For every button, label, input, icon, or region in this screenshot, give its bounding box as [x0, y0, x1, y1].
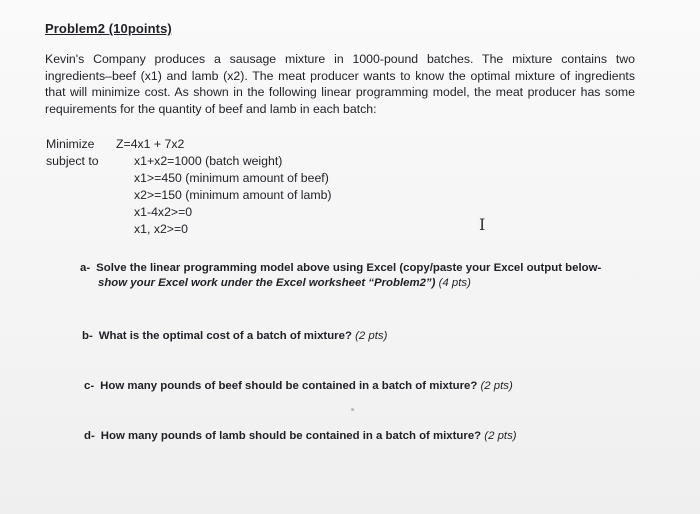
problem-intro: [45, 51, 635, 117]
minimize-label: Minimize: [46, 137, 95, 151]
question-c-marker: c-: [84, 380, 95, 392]
text-cursor-icon: I: [479, 215, 486, 234]
question-a-marker: a-: [80, 262, 91, 274]
question-a-line2: show your Excel work under the Excel worksheet “Problem2”): [98, 277, 436, 289]
question-c: [84, 380, 513, 392]
objective-function: Z=4x1 + 7x2: [116, 137, 185, 151]
question-b-text: What is the optimal cost of a batch of mixture?: [98, 330, 352, 342]
stray-dot: [351, 408, 354, 411]
constraint-ratio: x1-4x2>=0: [134, 205, 193, 219]
constraint-min-beef: x1>=450 (minimum amount of beef): [134, 171, 329, 185]
constraint-min-lamb: x2>=150 (minimum amount of lamb): [134, 188, 332, 202]
subject-to-label: subject to: [46, 154, 99, 168]
question-d-points: (2 pts): [484, 430, 517, 442]
question-c-text: How many pounds of beef should be contained in a batch of mixture?: [100, 380, 478, 392]
question-b-points: (2 pts): [355, 330, 388, 342]
question-a-continuation: [98, 277, 471, 289]
question-b: [82, 330, 387, 342]
constraint-batch-weight: x1+x2=1000 (batch weight): [134, 154, 283, 168]
problem-title: Problem2 (10points): [45, 21, 172, 36]
question-d: [84, 430, 517, 442]
intro-paragraph: Kevin's Company produces a sausage mixture in 1000-pound batches. The mixture contains two ingredients–beef (x1) and lamb (x2). The meat producer wants to know the optimal mixture of ingredients that will minimize cost. As shown in the following linear programming model, the meat producer has some requirements for the quantity of beef and lamb in each batch:: [45, 52, 635, 116]
question-a-points: (4 pts): [438, 277, 471, 289]
question-a-line1: Solve the linear programming model above using Excel (copy/paste your Excel output below-: [96, 262, 602, 274]
question-c-points: (2 pts): [480, 380, 513, 392]
question-d-marker: d-: [84, 430, 95, 442]
constraint-nonnegativity: x1, x2>=0: [134, 222, 189, 236]
question-a: [80, 262, 601, 274]
question-b-marker: b-: [82, 330, 93, 342]
question-d-text: How many pounds of lamb should be contained in a batch of mixture?: [100, 430, 482, 442]
